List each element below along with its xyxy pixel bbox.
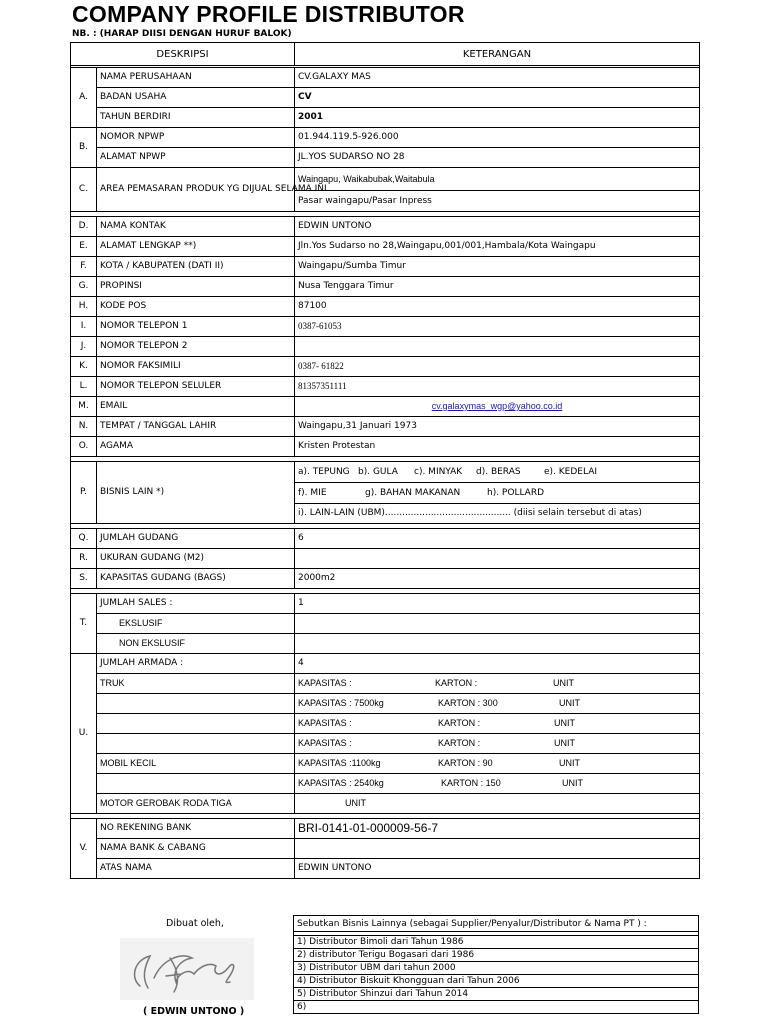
section-code: Q.: [71, 529, 97, 549]
table-row: [71, 794, 700, 814]
rekening-field[interactable]: BRI-0141-01-000009-56-7: [295, 819, 700, 839]
table-row: [71, 277, 700, 297]
alamat-npwp-field[interactable]: JL.YOS SUDARSO NO 28: [295, 148, 700, 168]
field-label: BISNIS LAIN *): [97, 462, 295, 524]
field-label: NOMOR FAKSIMILI: [97, 357, 295, 377]
table-row: [71, 397, 700, 417]
armada-field[interactable]: [295, 774, 700, 794]
field-label: PROPINSI: [97, 277, 295, 297]
signatory-name: ( EDWIN UNTONO ): [143, 1006, 245, 1017]
field-label: UKURAN GUDANG (M2): [97, 549, 295, 569]
kapasitas-value: KAPASITAS :: [298, 718, 352, 728]
field-label: TAHUN BERDIRI: [97, 108, 295, 128]
field-label: JUMLAH SALES :: [97, 594, 295, 614]
field-label: BADAN USAHA: [97, 88, 295, 108]
ttl-field[interactable]: Waingapu,31 Januari 1973: [295, 417, 700, 437]
ekslusif-field[interactable]: [295, 614, 700, 634]
table-row: [71, 168, 700, 191]
seluler-field[interactable]: 81357351111: [295, 377, 700, 397]
telepon2-field[interactable]: [295, 337, 700, 357]
bisnis-option[interactable]: e). KEDELAI: [544, 466, 598, 477]
section-code: M.: [71, 397, 97, 417]
table-row: [71, 859, 700, 879]
list-item: [294, 988, 699, 1001]
profile-form-table: [70, 42, 700, 879]
unit-value: UNIT: [559, 698, 580, 708]
other-business-table: [293, 915, 699, 1014]
header-keterangan: KETERANGAN: [295, 43, 700, 66]
ukuran-gudang-field[interactable]: [295, 549, 700, 569]
table-row: [71, 317, 700, 337]
bisnis-option[interactable]: g). BAHAN MAKANAN: [365, 487, 461, 498]
other-business-header: Sebutkan Bisnis Lainnya (sebagai Supplier/Penyalur/Distributor & Nama PT ) :: [294, 916, 699, 932]
field-label: NAMA PERUSAHAAN: [97, 68, 295, 88]
table-row: [71, 654, 700, 674]
list-item: [294, 1001, 699, 1014]
other-business-item[interactable]: 5) Distributor Shinzui dari Tahun 2014: [294, 988, 699, 1001]
other-business-item[interactable]: 4) Distributor Biskuit Khongguan dari Tahun 2006: [294, 975, 699, 988]
other-business-item[interactable]: 3) Distributor UBM dari tahun 2000: [294, 962, 699, 975]
jumlah-armada-field[interactable]: 4: [295, 654, 700, 674]
field-label: NAMA BANK & CABANG: [97, 839, 295, 859]
other-business-item[interactable]: 2) distributor Terigu Bogasari dari 1986: [294, 949, 699, 962]
table-row: [71, 257, 700, 277]
field-label: NOMOR TELEPON 2: [97, 337, 295, 357]
kapasitas-gudang-field[interactable]: 2000m2: [295, 569, 700, 589]
table-row: [71, 377, 700, 397]
section-code: N.: [71, 417, 97, 437]
atas-nama-field[interactable]: EDWIN UNTONO: [295, 859, 700, 879]
table-row: [71, 674, 700, 694]
field-label: AREA PEMASARAN PRODUK YG DIJUAL SELAMA INI: [97, 168, 295, 212]
unit-value: UNIT: [559, 758, 580, 768]
field-label: JUMLAH GUDANG: [97, 529, 295, 549]
instruction-note: NB. : (HARAP DIISI DENGAN HURUF BALOK): [72, 29, 292, 39]
list-item: [294, 962, 699, 975]
table-row: [71, 108, 700, 128]
unit-value: UNIT: [554, 738, 575, 748]
section-code: R.: [71, 549, 97, 569]
nama-kontak-field[interactable]: EDWIN UNTONO: [295, 217, 700, 237]
field-label: NON EKSLUSIF: [97, 634, 295, 654]
bisnis-option-lain[interactable]: i). LAIN-LAIN (UBM)............................................ (diisi selain tersebut di atas): [295, 504, 700, 524]
karton-value: KARTON : 150: [441, 778, 501, 788]
field-label: [97, 774, 295, 794]
table-row: [71, 68, 700, 88]
section-code: K.: [71, 357, 97, 377]
telepon1-field[interactable]: 0387-61053: [295, 317, 700, 337]
karton-value: KARTON : 300: [438, 698, 498, 708]
kapasitas-value: KAPASITAS :: [298, 678, 352, 688]
table-row: [294, 916, 699, 932]
table-row: [71, 462, 700, 483]
section-code: P.: [71, 462, 97, 524]
kode-pos-field[interactable]: 87100: [295, 297, 700, 317]
table-row: [71, 337, 700, 357]
field-label: TRUK: [97, 674, 295, 694]
table-row: [71, 614, 700, 634]
jumlah-sales-field[interactable]: 1: [295, 594, 700, 614]
karton-value: KARTON :: [435, 678, 478, 688]
bisnis-options-line1: [295, 462, 700, 483]
field-label: NO REKENING BANK: [97, 819, 295, 839]
section-code: T.: [71, 594, 97, 654]
bisnis-option[interactable]: c). MINYAK: [414, 466, 463, 477]
area-pemasaran-field-2[interactable]: Pasar waingapu/Pasar Inpress: [295, 191, 700, 212]
field-label: NOMOR TELEPON 1: [97, 317, 295, 337]
table-row: [71, 148, 700, 168]
table-row: [71, 734, 700, 754]
bisnis-option[interactable]: b). GULA: [358, 466, 398, 477]
table-row: [71, 839, 700, 859]
non-ekslusif-field[interactable]: [295, 634, 700, 654]
area-pemasaran-field[interactable]: Waingapu, Waikabubak,Waitabula: [295, 168, 700, 191]
nama-perusahaan-field[interactable]: CV.GALAXY MAS: [295, 68, 700, 88]
email-link[interactable]: cv.galaxymas_wgp@yahoo.co.id: [295, 397, 700, 417]
armada-field[interactable]: [295, 734, 700, 754]
table-row: [71, 297, 700, 317]
tahun-berdiri-field[interactable]: 2001: [295, 108, 700, 128]
table-row: [71, 357, 700, 377]
unit-value: UNIT: [562, 778, 583, 788]
field-label: EMAIL: [97, 397, 295, 417]
field-label: EKSLUSIF: [97, 614, 295, 634]
section-code: O.: [71, 437, 97, 457]
table-row: [71, 437, 700, 457]
signature-image: [120, 938, 254, 1000]
faksimili-field[interactable]: 0387- 61822: [295, 357, 700, 377]
table-row: [71, 569, 700, 589]
list-item: [294, 975, 699, 988]
section-code: E.: [71, 237, 97, 257]
field-label: KODE POS: [97, 297, 295, 317]
armada-field[interactable]: [295, 754, 700, 774]
list-item: [294, 936, 699, 949]
motor-field[interactable]: UNIT: [295, 794, 700, 814]
section-code: V.: [71, 819, 97, 879]
field-label: [97, 694, 295, 714]
section-code: L.: [71, 377, 97, 397]
section-code: B.: [71, 128, 97, 168]
field-label: NAMA KONTAK: [97, 217, 295, 237]
agama-field[interactable]: Kristen Protestan: [295, 437, 700, 457]
field-label: JUMLAH ARMADA :: [97, 654, 295, 674]
handwritten-signature: [120, 938, 254, 1000]
field-label: [97, 714, 295, 734]
bisnis-options-line2: [295, 483, 700, 504]
field-label: MOBIL KECIL: [97, 754, 295, 774]
section-code: S.: [71, 569, 97, 589]
unit-value: UNIT: [553, 678, 574, 688]
karton-value: KARTON :: [438, 738, 481, 748]
table-row: [71, 774, 700, 794]
table-header-row: [71, 43, 700, 66]
field-label: [97, 734, 295, 754]
table-row: [71, 217, 700, 237]
section-code: H.: [71, 297, 97, 317]
kapasitas-value: KAPASITAS :: [298, 738, 352, 748]
header-deskripsi: DESKRIPSI: [71, 43, 295, 66]
kapasitas-value: KAPASITAS : 2540kg: [298, 778, 384, 788]
table-row: [71, 417, 700, 437]
field-label: ATAS NAMA: [97, 859, 295, 879]
section-code: J.: [71, 337, 97, 357]
bisnis-option[interactable]: h). POLLARD: [487, 487, 545, 498]
propinsi-field[interactable]: Nusa Tenggara Timur: [295, 277, 700, 297]
field-label: KOTA / KABUPATEN (DATI II): [97, 257, 295, 277]
bisnis-option[interactable]: f). MIE: [298, 487, 327, 498]
armada-field[interactable]: [295, 694, 700, 714]
jumlah-gudang-field[interactable]: 6: [295, 529, 700, 549]
field-label: NOMOR TELEPON SELULER: [97, 377, 295, 397]
bisnis-option[interactable]: d). BERAS: [476, 466, 521, 477]
table-row: [71, 529, 700, 549]
badan-usaha-field[interactable]: CV: [295, 88, 700, 108]
field-label: ALAMAT NPWP: [97, 148, 295, 168]
kapasitas-value: KAPASITAS :1100kg: [298, 758, 381, 768]
alamat-lengkap-field[interactable]: Jln.Yos Sudarso no 28,Waingapu,001/001,Hambala/Kota Waingapu: [295, 237, 700, 257]
field-label: AGAMA: [97, 437, 295, 457]
table-row: [71, 237, 700, 257]
field-label: KAPASITAS GUDANG (BAGS): [97, 569, 295, 589]
karton-value: KARTON : 90: [438, 758, 493, 768]
field-label: ALAMAT LENGKAP **): [97, 237, 295, 257]
table-row: [71, 714, 700, 734]
unit-value: UNIT: [554, 718, 575, 728]
other-business-item[interactable]: 6): [294, 1001, 699, 1014]
field-label: NOMOR NPWP: [97, 128, 295, 148]
table-row: [71, 819, 700, 839]
nama-bank-field[interactable]: [295, 839, 700, 859]
bisnis-option[interactable]: a). TEPUNG: [298, 466, 350, 477]
table-row: [71, 754, 700, 774]
table-row: [71, 549, 700, 569]
karton-value: KARTON :: [438, 718, 481, 728]
armada-field[interactable]: [295, 674, 700, 694]
armada-field[interactable]: [295, 714, 700, 734]
table-row: [71, 88, 700, 108]
list-item: [294, 949, 699, 962]
dibuat-oleh-label: Dibuat oleh,: [166, 918, 224, 929]
other-business-item[interactable]: 1) Distributor Bimoli dari Tahun 1986: [294, 936, 699, 949]
table-row: [71, 128, 700, 148]
page-title: COMPANY PROFILE DISTRIBUTOR: [72, 1, 465, 27]
table-row: [71, 694, 700, 714]
nomor-npwp-field[interactable]: 01.944.119.5-926.000: [295, 128, 700, 148]
section-code: F.: [71, 257, 97, 277]
kota-field[interactable]: Waingapu/Sumba Timur: [295, 257, 700, 277]
section-code: G.: [71, 277, 97, 297]
field-label: MOTOR GEROBAK RODA TIGA: [97, 794, 295, 814]
section-code: D.: [71, 217, 97, 237]
table-row: [71, 634, 700, 654]
field-label: TEMPAT / TANGGAL LAHIR: [97, 417, 295, 437]
section-code: I.: [71, 317, 97, 337]
table-row: [71, 594, 700, 614]
section-code: C.: [71, 168, 97, 212]
section-code: A.: [71, 68, 97, 128]
section-code: U.: [71, 654, 97, 814]
kapasitas-value: KAPASITAS : 7500kg: [298, 698, 384, 708]
